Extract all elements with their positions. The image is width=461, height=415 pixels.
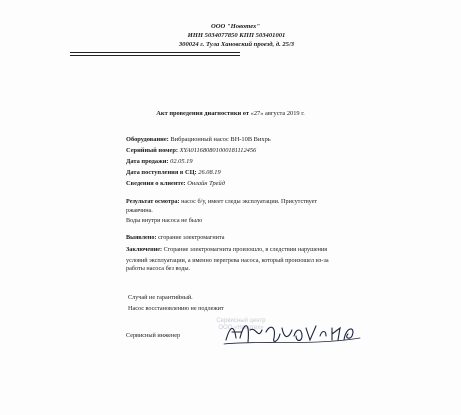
field-value: XYA011680801000181112456 [178, 147, 257, 154]
title-text: Акт проведения диагностики от [156, 110, 250, 117]
field-label: Оборудование: [126, 136, 169, 143]
inspection-text: насос б/у, имеет следы эксплуатации. Присутствует [179, 198, 318, 205]
signoff-role: Сервисный инженер [126, 332, 181, 339]
field-equipment [126, 134, 271, 145]
identified-text: сгорание электромагнита [156, 234, 225, 241]
conclusion-line-3: работы насоса без воды. [126, 265, 191, 273]
conclusion-line-2: условий эксплуатации, а именно перегрева насоса, который произошел из-за [126, 256, 329, 264]
stamp-line-1: Сервисный центр [216, 318, 266, 324]
inspection-result [126, 198, 366, 226]
company-requisites: ИНН 5034077850 КПП 503401001 [187, 32, 286, 39]
inspection-text-2: ржавчина. [126, 206, 153, 214]
identified-section [126, 234, 366, 243]
company-address: 300024 г. Тула Хановский проезд, д. 25/3 [178, 41, 295, 48]
field-sale-date [126, 156, 271, 167]
field-value: 02.05.19 [168, 158, 193, 165]
inspection-label: Результат осмотра: [126, 198, 180, 205]
field-value: 26.08.19 [196, 169, 221, 176]
closing-section [128, 294, 368, 313]
inspection-text-3: Воды внутри насоса не было [126, 217, 203, 225]
field-client [126, 178, 271, 189]
title-date: «27» августа 2019 г. [249, 110, 305, 117]
company-header [0, 22, 461, 49]
conclusion-label: Заключение: [126, 246, 163, 253]
field-label: Дата поступления в СЦ: [126, 169, 197, 176]
company-name: ООО "Новотех" [210, 23, 260, 30]
closing-line-2: Насос восстановлению не подлежит [128, 304, 224, 312]
stamp-line-2: ООО «Новотех» [218, 325, 264, 331]
field-serial-number [126, 145, 271, 156]
equipment-fields [126, 134, 271, 189]
handwritten-signature [222, 316, 362, 350]
closing-line-1: Случай не гарантийный. [128, 294, 193, 301]
header-rule-bottom [70, 55, 240, 56]
conclusion-section [126, 246, 376, 274]
conclusion-line-1: Сгорание электромагнита произошло, в следствии нарушения [162, 246, 328, 253]
field-label: Дата продажи: [126, 158, 169, 165]
header-rule-top [70, 52, 240, 53]
field-value: Вибрационный насос ВН-10В Вихрь [168, 136, 271, 143]
field-receipt-date [126, 167, 271, 178]
field-label: Серийный номер: [126, 147, 179, 154]
field-value: Онлайн Трейд [185, 180, 225, 187]
field-label: Сведения о клиенте: [126, 180, 186, 187]
identified-label: Выявлено: [126, 234, 157, 241]
document-title [0, 110, 461, 117]
